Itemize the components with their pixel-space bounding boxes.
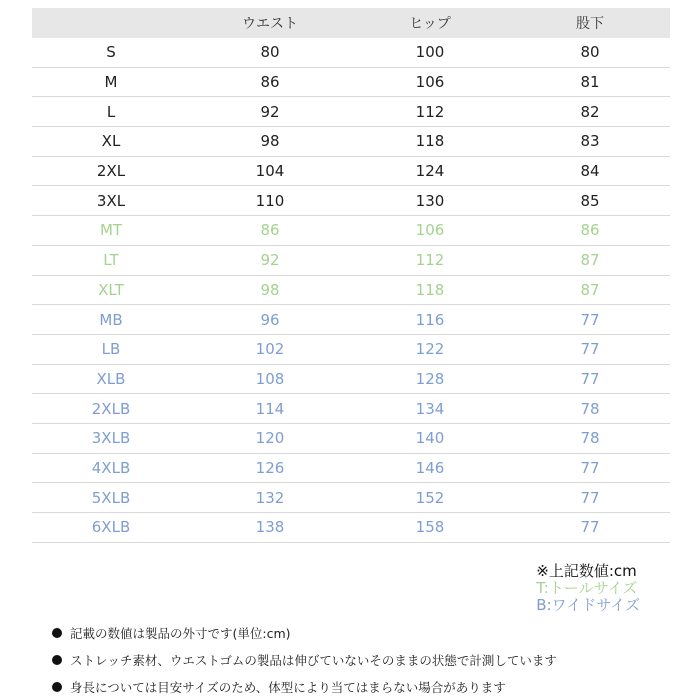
table-row xyxy=(32,394,670,424)
size-cell: 6XLB xyxy=(91,518,131,537)
table-row xyxy=(32,483,670,513)
hip-cell: 128 xyxy=(415,369,445,388)
legend-unit: ※上記数値:cm xyxy=(536,562,637,580)
waist-cell: 114 xyxy=(255,399,285,418)
hip-cell: 152 xyxy=(415,488,445,507)
hip-cell: 106 xyxy=(415,221,445,240)
waist-cell: 98 xyxy=(260,280,280,299)
size-chart-table xyxy=(32,8,670,543)
waist-cell: 120 xyxy=(255,429,285,448)
table-row xyxy=(32,454,670,484)
table-row xyxy=(32,186,670,216)
table-row xyxy=(32,68,670,98)
waist-cell: 92 xyxy=(260,102,280,121)
waist-cell: 132 xyxy=(255,488,285,507)
size-cell: MT xyxy=(99,221,123,240)
note-text: 記載の数値は製品の外寸です(単位:cm) xyxy=(70,625,291,641)
size-cell: XLB xyxy=(96,369,126,388)
table-row xyxy=(32,216,670,246)
size-cell: 3XLB xyxy=(91,429,131,448)
table-row xyxy=(32,305,670,335)
header-inseam: 股下 xyxy=(576,16,604,32)
table-row xyxy=(32,246,670,276)
waist-cell: 92 xyxy=(260,251,280,270)
size-cell: 5XLB xyxy=(91,488,131,507)
size-cell: XLT xyxy=(98,280,124,299)
inseam-cell: 77 xyxy=(580,458,600,477)
table-row xyxy=(32,335,670,365)
waist-cell: 80 xyxy=(260,43,280,62)
size-cell: MB xyxy=(99,310,123,329)
waist-cell: 96 xyxy=(260,310,280,329)
legend xyxy=(536,563,640,614)
inseam-cell: 77 xyxy=(580,369,600,388)
notes-list xyxy=(52,619,672,700)
note-item xyxy=(52,619,672,646)
inseam-cell: 81 xyxy=(580,73,600,92)
size-cell: LT xyxy=(103,251,119,270)
bullet-icon xyxy=(52,655,62,665)
table-row xyxy=(32,276,670,306)
waist-cell: 102 xyxy=(255,340,285,359)
note-text: ストレッチ素材、ウエストゴムの製品は伸びていないそのままの状態で計測しています xyxy=(70,652,557,668)
waist-cell: 110 xyxy=(255,191,285,210)
legend-tall: T:トールサイズ xyxy=(536,579,638,597)
inseam-cell: 84 xyxy=(580,162,600,181)
size-cell: 2XLB xyxy=(91,399,131,418)
table-body xyxy=(32,38,670,543)
size-cell: 2XL xyxy=(96,162,126,181)
inseam-cell: 86 xyxy=(580,221,600,240)
hip-cell: 118 xyxy=(415,280,445,299)
inseam-cell: 77 xyxy=(580,518,600,537)
size-cell: XL xyxy=(101,132,121,151)
size-cell: L xyxy=(106,102,116,121)
table-row xyxy=(32,365,670,395)
hip-cell: 124 xyxy=(415,162,445,181)
inseam-cell: 77 xyxy=(580,488,600,507)
waist-cell: 104 xyxy=(255,162,285,181)
size-cell: LB xyxy=(101,340,121,359)
hip-cell: 100 xyxy=(415,43,445,62)
inseam-cell: 87 xyxy=(580,280,600,299)
note-item xyxy=(52,673,672,700)
hip-cell: 122 xyxy=(415,340,445,359)
waist-cell: 108 xyxy=(255,369,285,388)
size-cell: 3XL xyxy=(96,191,126,210)
inseam-cell: 87 xyxy=(580,251,600,270)
bullet-icon xyxy=(52,682,62,692)
inseam-cell: 77 xyxy=(580,310,600,329)
hip-cell: 158 xyxy=(415,518,445,537)
table-header-row xyxy=(32,8,670,38)
table-row xyxy=(32,424,670,454)
size-cell: S xyxy=(106,43,116,62)
inseam-cell: 83 xyxy=(580,132,600,151)
hip-cell: 146 xyxy=(415,458,445,477)
inseam-cell: 78 xyxy=(580,399,600,418)
size-cell: 4XLB xyxy=(91,458,131,477)
legend-wide: B:ワイドサイズ xyxy=(536,596,640,614)
hip-cell: 112 xyxy=(415,102,445,121)
waist-cell: 86 xyxy=(260,221,280,240)
header-waist: ウエスト xyxy=(242,16,298,32)
note-item xyxy=(52,646,672,673)
waist-cell: 98 xyxy=(260,132,280,151)
inseam-cell: 77 xyxy=(580,340,600,359)
table-row xyxy=(32,97,670,127)
hip-cell: 106 xyxy=(415,73,445,92)
note-text: 身長については目安サイズのため、体型により当てはまらない場合があります xyxy=(70,679,506,695)
hip-cell: 140 xyxy=(415,429,445,448)
table-row xyxy=(32,127,670,157)
size-cell: M xyxy=(104,73,118,92)
inseam-cell: 80 xyxy=(580,43,600,62)
header-size xyxy=(32,8,190,38)
inseam-cell: 85 xyxy=(580,191,600,210)
table-row xyxy=(32,38,670,68)
inseam-cell: 82 xyxy=(580,102,600,121)
hip-cell: 130 xyxy=(415,191,445,210)
inseam-cell: 78 xyxy=(580,429,600,448)
hip-cell: 116 xyxy=(415,310,445,329)
table-row xyxy=(32,513,670,543)
bullet-icon xyxy=(52,628,62,638)
hip-cell: 134 xyxy=(415,399,445,418)
table-row xyxy=(32,157,670,187)
waist-cell: 138 xyxy=(255,518,285,537)
hip-cell: 112 xyxy=(415,251,445,270)
waist-cell: 86 xyxy=(260,73,280,92)
header-hip: ヒップ xyxy=(409,16,451,32)
waist-cell: 126 xyxy=(255,458,285,477)
hip-cell: 118 xyxy=(415,132,445,151)
